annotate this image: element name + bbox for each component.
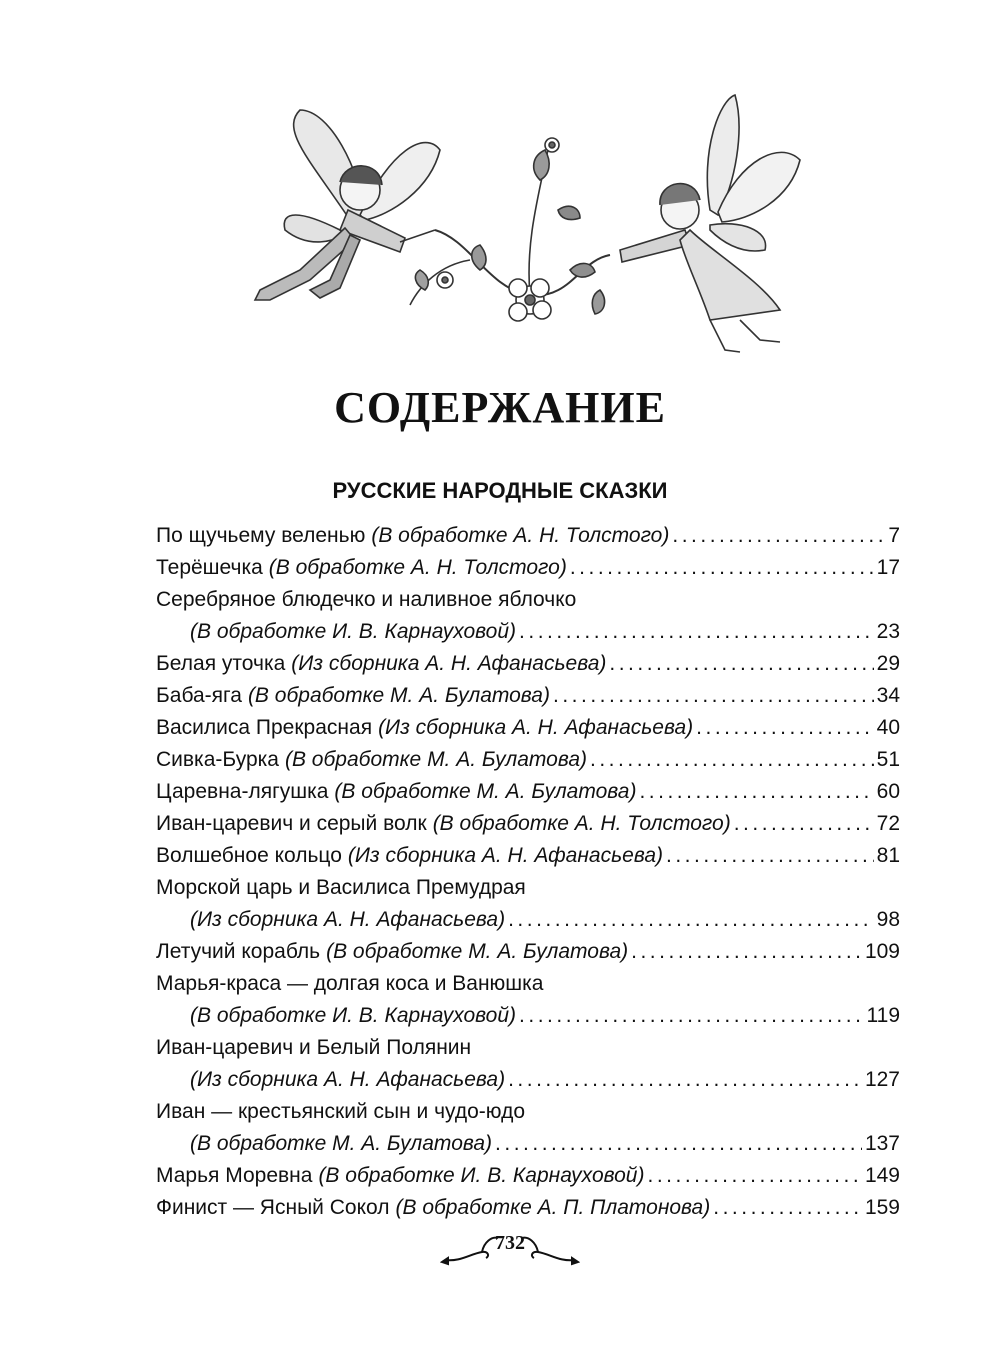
entry-title: Иван-царевич и Белый Полянин	[156, 1036, 472, 1059]
toc-entry[interactable]	[156, 1032, 900, 1096]
entry-title: Летучий корабль	[156, 940, 321, 963]
entry-note: (Из сборника А. Н. Афанасьева)	[291, 652, 607, 675]
leader-dots	[553, 680, 874, 712]
entry-title: Василиса Прекрасная	[156, 716, 373, 739]
entry-page: 40	[876, 716, 900, 739]
entry-page: 72	[876, 812, 900, 835]
table-of-contents	[156, 520, 900, 1224]
leader-dots	[508, 904, 874, 936]
entry-note: (Из сборника А. Н. Афанасьева)	[347, 844, 663, 867]
entry-page: 149	[864, 1164, 900, 1187]
entry-page: 7	[888, 524, 900, 547]
leader-dots	[631, 936, 862, 968]
leader-dots	[590, 744, 874, 776]
entry-title: Терёшечка	[156, 556, 263, 579]
leader-dots	[570, 552, 874, 584]
entry-note: (В обработке А. Н. Толстого)	[371, 524, 670, 547]
entry-page: 81	[876, 844, 900, 867]
entry-note: (В обработке А. Н. Толстого)	[268, 556, 567, 579]
section-heading: РУССКИЕ НАРОДНЫЕ СКАЗКИ	[332, 478, 668, 503]
entry-page: 60	[876, 780, 900, 803]
leader-dots	[666, 840, 874, 872]
toc-entry[interactable]	[156, 968, 900, 1032]
entry-title: По щучьему веленью	[156, 524, 366, 547]
entry-title: Марья-краса — долгая коса и Ванюшка	[156, 972, 544, 995]
toc-entry[interactable]	[156, 712, 900, 744]
toc-entry[interactable]	[156, 776, 900, 808]
leader-dots	[609, 648, 873, 680]
entry-page: 51	[876, 748, 900, 771]
toc-entry[interactable]	[156, 840, 900, 872]
entry-page: 137	[864, 1132, 900, 1155]
toc-entry[interactable]	[156, 744, 900, 776]
leader-dots	[508, 1064, 862, 1096]
leader-dots	[647, 1160, 861, 1192]
entry-title: Баба-яга	[156, 684, 242, 707]
entry-note: (В обработке М. А. Булатова)	[334, 780, 637, 803]
leader-dots	[495, 1128, 862, 1160]
entry-note: (Из сборника А. Н. Афанасьева)	[190, 1068, 506, 1091]
entry-note: (В обработке И. В. Карнауховой)	[318, 1164, 645, 1187]
leader-dots	[639, 776, 873, 808]
toc-entry[interactable]	[156, 648, 900, 680]
page-number-ornament	[440, 1222, 580, 1272]
entry-page: 29	[876, 652, 900, 675]
entry-page: 159	[864, 1196, 900, 1219]
leader-dots	[696, 712, 873, 744]
leader-dots	[672, 520, 885, 552]
entry-title: Сивка-Бурка	[156, 748, 279, 771]
entry-note: (В обработке М. А. Булатова)	[247, 684, 550, 707]
toc-entry[interactable]	[156, 584, 900, 648]
page-title: СОДЕРЖАНИЕ	[334, 383, 666, 432]
leader-dots	[734, 808, 874, 840]
entry-title: Серебряное блюдечко и наливное яблочко	[156, 588, 577, 611]
entry-page: 119	[866, 1004, 900, 1027]
entry-note: (В обработке И. В. Карнауховой)	[190, 1004, 517, 1027]
leader-dots	[713, 1192, 862, 1224]
leader-dots	[519, 1000, 863, 1032]
entry-title: Иван-царевич и серый волк	[156, 812, 427, 835]
entry-page: 109	[864, 940, 900, 963]
toc-entry[interactable]	[156, 808, 900, 840]
leader-dots	[519, 616, 874, 648]
toc-entry[interactable]	[156, 872, 900, 936]
entry-page: 34	[876, 684, 900, 707]
entry-note: (В обработке М. А. Булатова)	[284, 748, 588, 771]
entry-note: (В обработке И. В. Карнауховой)	[190, 620, 517, 643]
toc-entry[interactable]	[156, 680, 900, 712]
toc-entry[interactable]	[156, 1096, 900, 1160]
fairies-illustration	[240, 90, 840, 370]
entry-note: (В обработке М. А. Булатова)	[326, 940, 629, 963]
page-number: 732	[495, 1232, 525, 1254]
entry-title: Марья Моревна	[156, 1164, 313, 1187]
entry-note: (В обработке М. А. Булатова)	[190, 1132, 493, 1155]
toc-entry[interactable]	[156, 1160, 900, 1192]
entry-title: Волшебное кольцо	[156, 844, 342, 867]
entry-note: (В обработке А. П. Платонова)	[395, 1196, 711, 1219]
entry-title: Финист — Ясный Сокол	[156, 1196, 390, 1219]
toc-entry[interactable]	[156, 552, 900, 584]
toc-entry[interactable]	[156, 520, 900, 552]
toc-entry[interactable]	[156, 1192, 900, 1224]
entry-note: (В обработке А. Н. Толстого)	[432, 812, 731, 835]
entry-page: 98	[876, 908, 900, 931]
entry-title: Белая уточка	[156, 652, 286, 675]
toc-entry[interactable]	[156, 936, 900, 968]
entry-page: 127	[864, 1068, 900, 1091]
entry-title: Морской царь и Василиса Премудрая	[156, 876, 526, 899]
entry-title: Царевна-лягушка	[156, 780, 329, 803]
entry-note: (Из сборника А. Н. Афанасьева)	[190, 908, 506, 931]
entry-title: Иван — крестьянский сын и чудо-юдо	[156, 1100, 525, 1123]
entry-page: 23	[876, 620, 900, 643]
entry-note: (Из сборника А. Н. Афанасьева)	[378, 716, 694, 739]
entry-page: 17	[876, 556, 900, 579]
